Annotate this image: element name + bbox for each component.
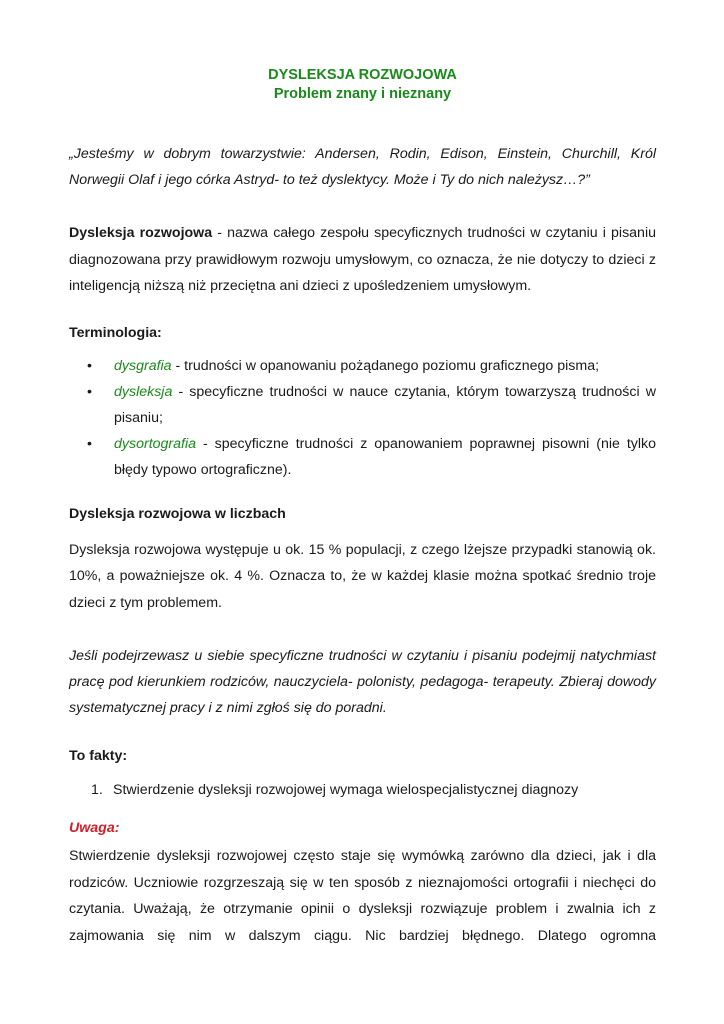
opening-quote: „Jesteśmy w dobrym towarzystwie: Andersen, Rodin, Edison, Einstein, Churchill, Król Norwegii Olaf i jego córka Astryd- to też dyslektycy. Może i Ty do nich należysz…?”	[69, 146, 656, 188]
document-title	[69, 66, 656, 104]
term-description: - specyficzne trudności w nauce czytania, którym towarzyszą trudności w pisaniu;	[114, 383, 656, 426]
list-item	[69, 431, 656, 483]
definition-text: - nazwa całego zespołu specyficznych trudności w czytaniu i pisaniu diagnozowana przy prawidłowym rozwoju umysłowym, co oznacza, że nie dotyczy to dzieci z inteligencją niższą niż przeciętna ani dzieci z upośledzeniem umysłowym.	[69, 225, 656, 294]
numbers-paragraph: Dysleksja rozwojowa występuje u ok. 15 % populacji, z czego lżejsze przypadki stanowią ok. 10%, a poważniejsze ok. 4 %. Oznacza to, że w każdej klasie można spotkać średnio troje dzieci z tym problemem.	[69, 541, 656, 611]
title-line-2: Problem znany i nieznany	[273, 86, 452, 102]
facts-heading: To fakty:	[69, 748, 128, 764]
facts-list	[69, 777, 656, 803]
list-item	[69, 379, 656, 431]
warning-label: Uwaga:	[69, 820, 120, 836]
bullet-icon: •	[87, 435, 92, 452]
terminology-heading: Terminologia:	[69, 324, 162, 341]
fact-text: Stwierdzenie dysleksji rozwojowej wymaga wielospecjalistycznej diagnozy	[113, 782, 579, 798]
bullet-icon: •	[87, 357, 92, 374]
terminology-list	[69, 353, 656, 483]
bullet-icon: •	[87, 383, 92, 400]
numbers-heading: Dysleksja rozwojowa w liczbach	[69, 505, 286, 522]
document-page	[69, 66, 656, 949]
list-item	[69, 353, 656, 379]
definition-term: Dysleksja rozwojowa	[69, 225, 213, 241]
term-name: dysortografia	[114, 435, 197, 452]
definition-paragraph	[69, 220, 656, 300]
term-name: dysgrafia	[114, 357, 172, 374]
term-description: - trudności w opanowaniu pożądanego poziomu graficznego pisma;	[171, 357, 600, 374]
title-line-1: DYSLEKSJA ROZWOJOWA	[268, 67, 457, 83]
warning-paragraph: Stwierdzenie dysleksji rozwojowej często staje się wymówką zarówno dla dzieci, jak i dla rodziców. Uczniowie rozgrzeszają się w ten sposób z nieznajomości ortografii i niechęci do czytania. Uważają, że otrzymanie opinii o dysleksji rozwiązuje problem i zwalnia ich z zajmowania się nim w dalszym ciągu. Nic bardziej błędnego. Dlatego ogromna	[69, 848, 656, 944]
advice-paragraph: Jeśli podejrzewasz u siebie specyficzne trudności w czytaniu i pisaniu podejmij natychmiast pracę pod kierunkiem rodziców, nauczyciela- polonisty, pedagoga- terapeuty. Zbieraj dowody systematycznej pracy i z nimi zgłoś się do poradni.	[69, 648, 656, 716]
list-number: 1.	[91, 782, 103, 798]
term-name: dysleksja	[114, 383, 173, 400]
list-item	[69, 777, 656, 803]
term-description: - specyficzne trudności z opanowaniem poprawnej pisowni (nie tylko błędy typowo ortograficzne).	[114, 435, 656, 478]
